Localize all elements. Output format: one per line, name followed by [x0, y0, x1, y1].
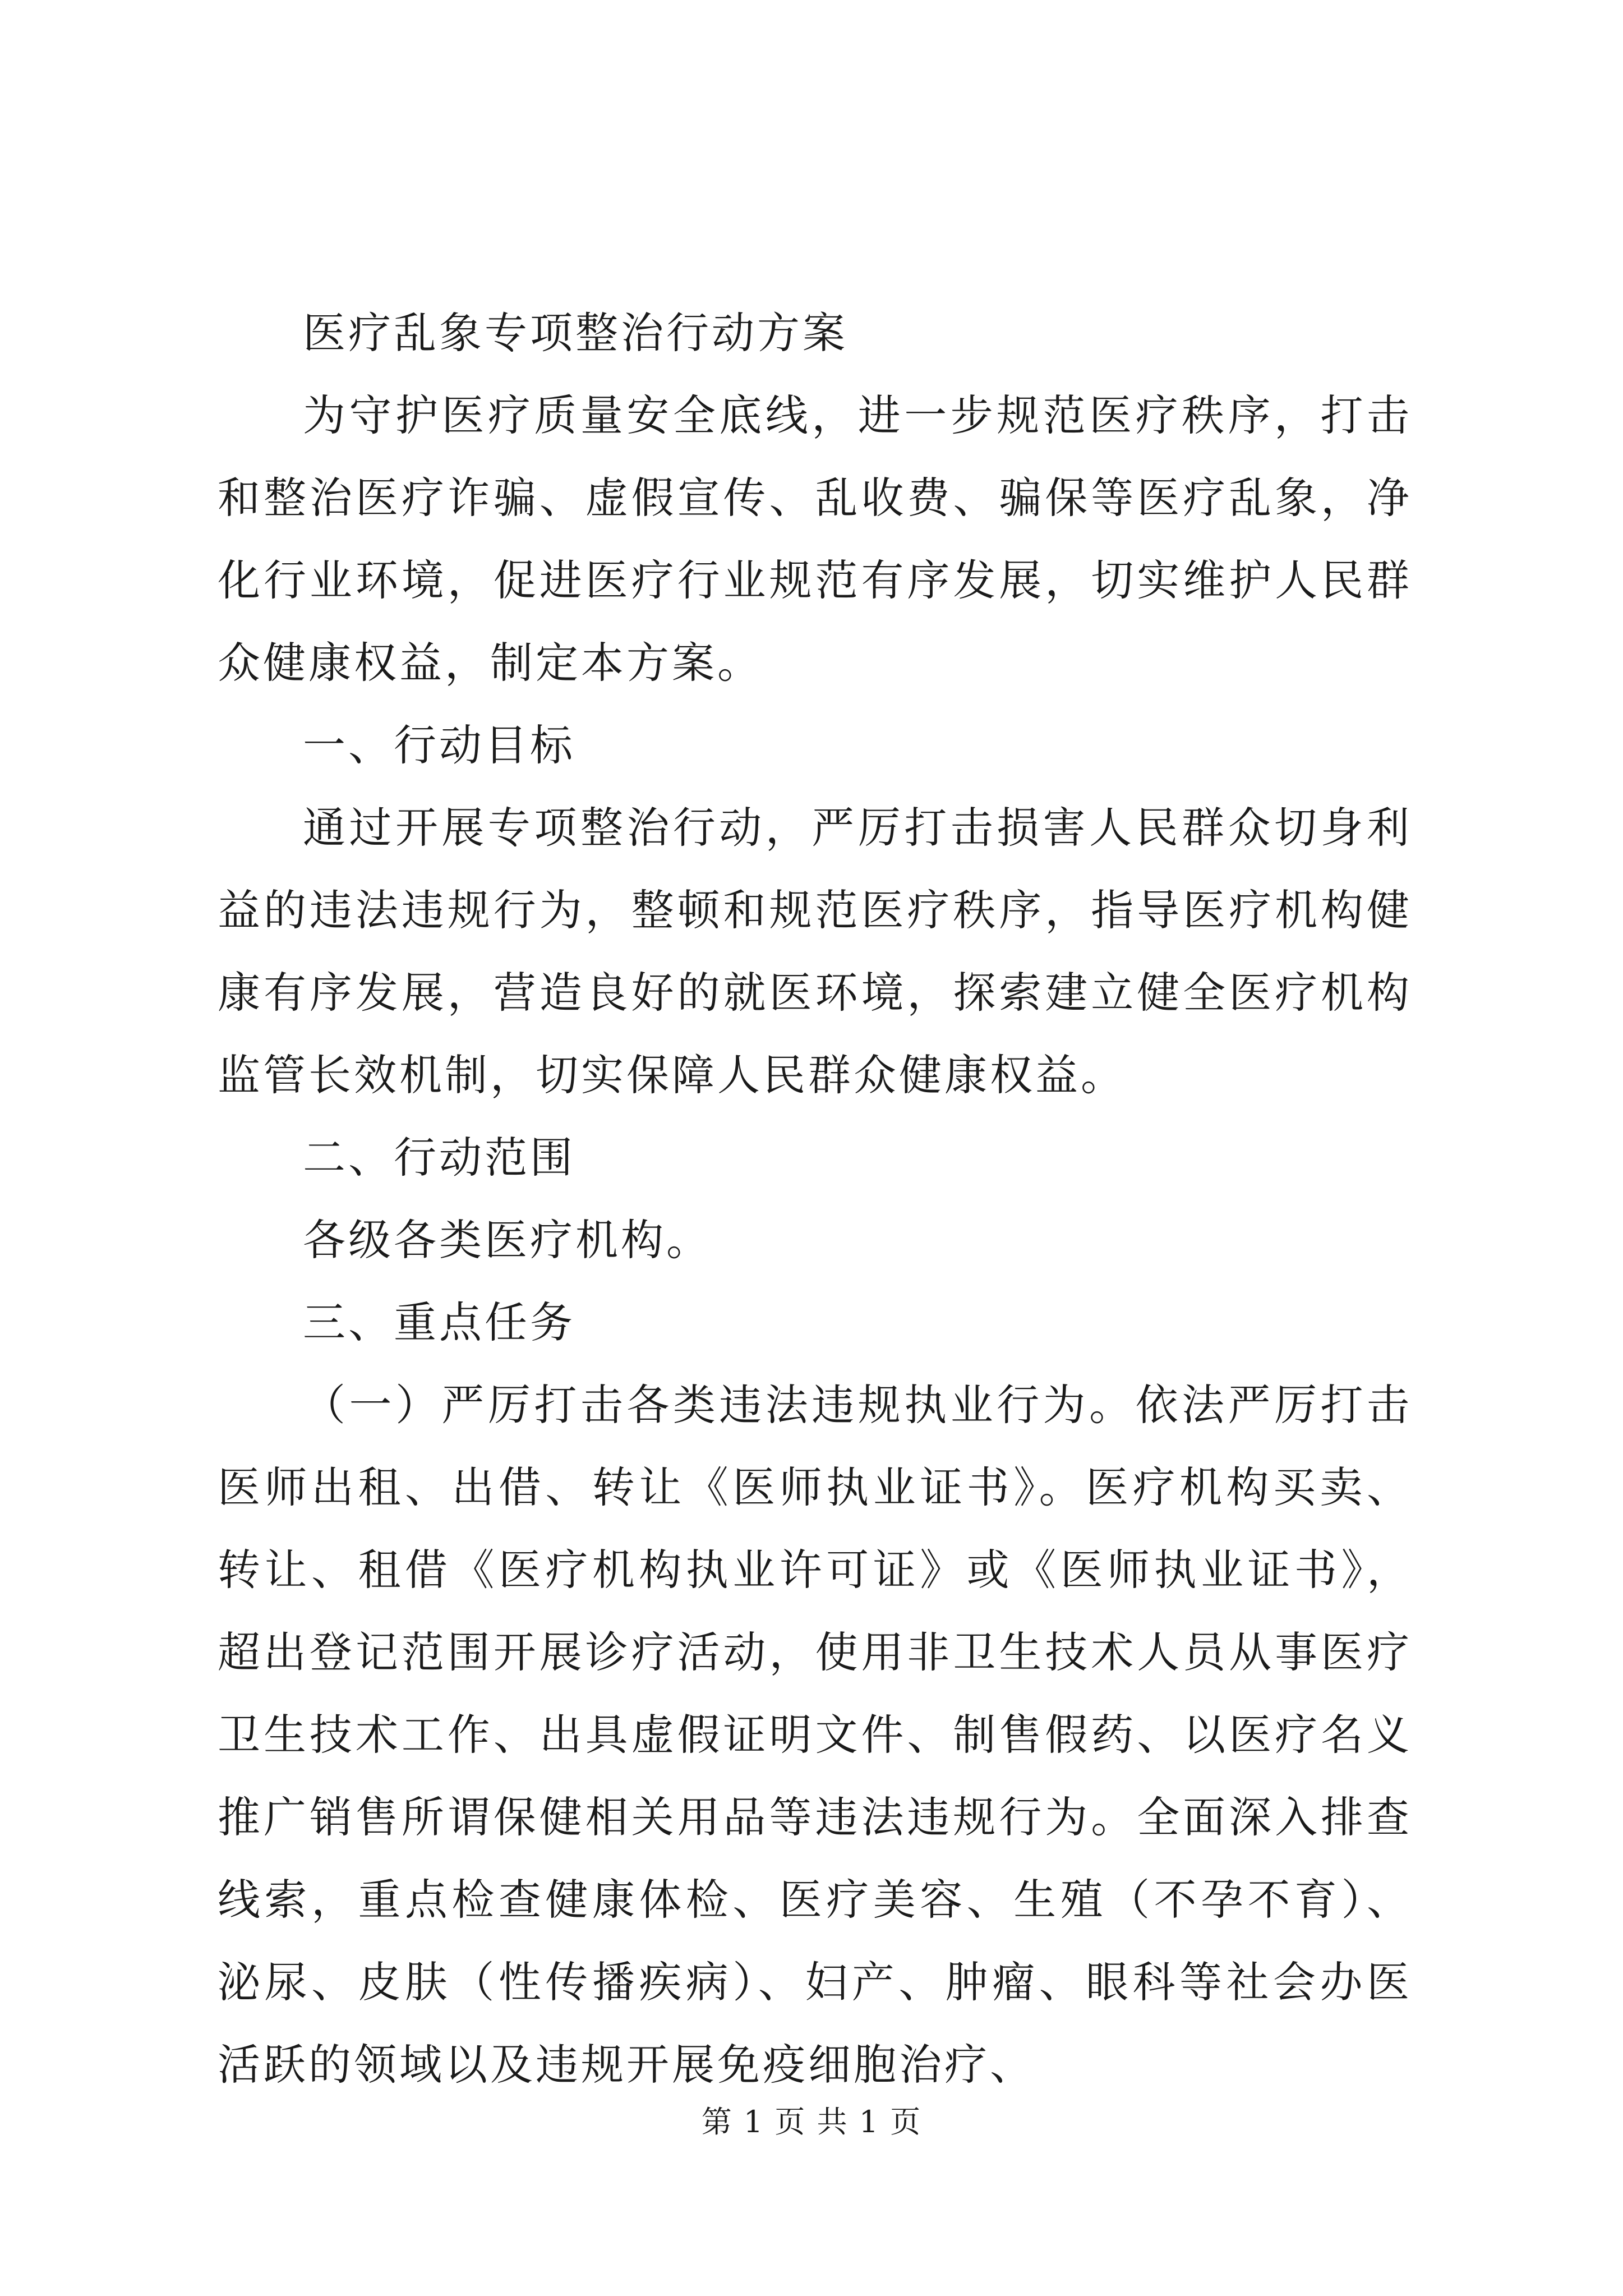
- section-heading-scope: 二、行动范围: [303, 1133, 575, 1182]
- paragraph-task-1: （一）严厉打击各类违法违规执业行为。依法严厉打击医师出租、出借、转让《医师执业证书》。医疗机构买卖、转让、租借《医疗机构执业许可证》或《医师执业证书》，超出登记范围开展诊疗活动，使用非卫生技术人员从事医疗卫生技术工作、出具虚假证明文件、制售假药、以医疗名义推广销售所谓保健相关用品等违法违规行为。全面深入排查线索，重点检查健康体检、医疗美容、生殖（不孕不育）、泌尿、皮肤（性传播疾病）、妇产、肿瘤、眼科等社会办医活跃的领域以及违规开展免疫细胞治疗、: [218, 1380, 1412, 2090]
- document-body: [218, 292, 1412, 2106]
- paragraph-goals: 通过开展专项整治行动，严厉打击损害人民群众切身利益的违法违规行为，整顿和规范医疗秩序，指导医疗机构健康有序发展，营造良好的就医环境，探索建立健全医疗机构监管长效机制，切实保障人民群众健康权益。: [218, 803, 1412, 1100]
- page-footer: 第 1 页 共 1 页: [701, 2104, 922, 2139]
- paragraph-preamble: 为守护医疗质量安全底线，进一步规范医疗秩序，打击和整治医疗诈骗、虚假宣传、乱收费、骗保等医疗乱象，净化行业环境，促进医疗行业规范有序发展，切实维护人民群众健康权益，制定本方案。: [218, 390, 1412, 688]
- section-heading-tasks: 三、重点任务: [303, 1297, 575, 1347]
- section-heading-goals: 一、行动目标: [303, 720, 575, 770]
- paragraph-scope: 各级各类医疗机构。: [303, 1215, 712, 1265]
- document-title: 医疗乱象专项整治行动方案: [303, 308, 848, 358]
